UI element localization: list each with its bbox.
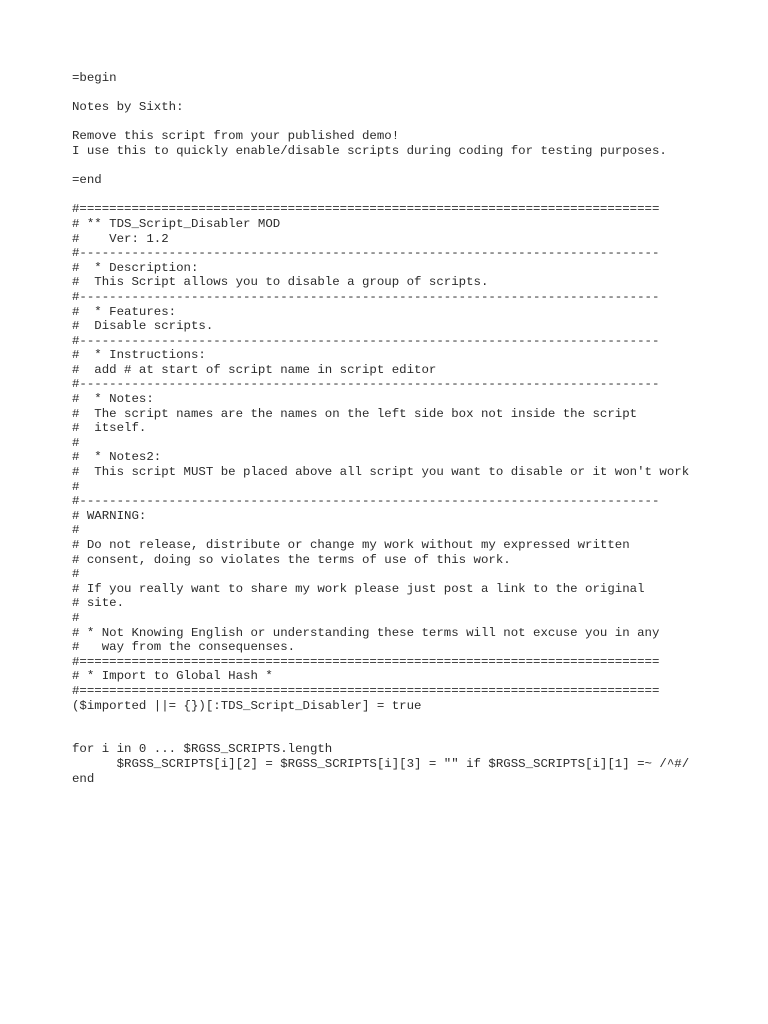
- code-line: # itself.: [72, 421, 147, 436]
- code-line: # ** TDS_Script_Disabler MOD: [72, 216, 281, 231]
- code-line: for i in 0 ... $RGSS_SCRIPTS.length: [72, 742, 333, 757]
- code-line: Remove this script from your published demo!: [72, 129, 400, 144]
- code-line: =end: [72, 173, 102, 188]
- code-line: #==============================================================================: [72, 202, 660, 217]
- code-line: #------------------------------------------------------------------------------: [72, 377, 660, 392]
- code-line: #------------------------------------------------------------------------------: [72, 494, 660, 509]
- code-line: #: [72, 567, 80, 582]
- code-line: #==============================================================================: [72, 654, 660, 669]
- code-line: # Disable scripts.: [72, 319, 214, 334]
- code-line: # Ver: 1.2: [72, 231, 169, 246]
- script-text: [72, 71, 762, 786]
- code-line: ($imported ||= {})[:TDS_Script_Disabler] = true: [72, 698, 422, 713]
- code-line: #------------------------------------------------------------------------------: [72, 333, 660, 348]
- code-line: # The script names are the names on the left side box not inside the script: [72, 406, 638, 421]
- code-line: # site.: [72, 596, 125, 611]
- code-line: #------------------------------------------------------------------------------: [72, 289, 660, 304]
- code-line: # * Description:: [72, 260, 199, 275]
- code-line: Notes by Sixth:: [72, 100, 184, 115]
- code-line: # * Instructions:: [72, 348, 206, 363]
- code-line: #: [72, 479, 80, 494]
- code-line: I use this to quickly enable/disable scripts during coding for testing purposes.: [72, 143, 667, 158]
- code-line: # If you really want to share my work please just post a link to the original: [72, 581, 645, 596]
- code-line: # WARNING:: [72, 508, 147, 523]
- code-line: # add # at start of script name in script editor: [72, 362, 437, 377]
- code-line: [72, 159, 762, 174]
- code-line: # way from the consequenses.: [72, 640, 296, 655]
- code-line: #: [72, 610, 80, 625]
- code-line: # * Notes:: [72, 392, 154, 407]
- code-line: [72, 115, 762, 130]
- code-line: # * Notes2:: [72, 450, 162, 465]
- code-line: =begin: [72, 71, 117, 85]
- code-line: $RGSS_SCRIPTS[i][2] = $RGSS_SCRIPTS[i][3] = "" if $RGSS_SCRIPTS[i][1] =~ /^#/: [72, 756, 690, 771]
- code-line: #==============================================================================: [72, 683, 660, 698]
- code-line: [72, 713, 762, 728]
- code-line: end: [72, 771, 95, 786]
- code-line: #------------------------------------------------------------------------------: [72, 246, 660, 261]
- code-line: # * Features:: [72, 304, 177, 319]
- code-line: #: [72, 435, 80, 450]
- code-line: # Do not release, distribute or change my work without my expressed written: [72, 538, 630, 552]
- code-line: # This script MUST be placed above all script you want to disable or it won't work: [72, 465, 690, 480]
- code-line: [72, 86, 762, 101]
- code-line: # * Import to Global Hash *: [72, 669, 273, 684]
- code-line: #: [72, 523, 80, 538]
- code-line: # consent, doing so violates the terms of use of this work.: [72, 552, 511, 567]
- code-line: # This Script allows you to disable a group of scripts.: [72, 275, 489, 290]
- code-line: [72, 188, 762, 203]
- code-line: # * Not Knowing English or understanding these terms will not excuse you in any: [72, 625, 660, 640]
- code-line: [72, 728, 762, 743]
